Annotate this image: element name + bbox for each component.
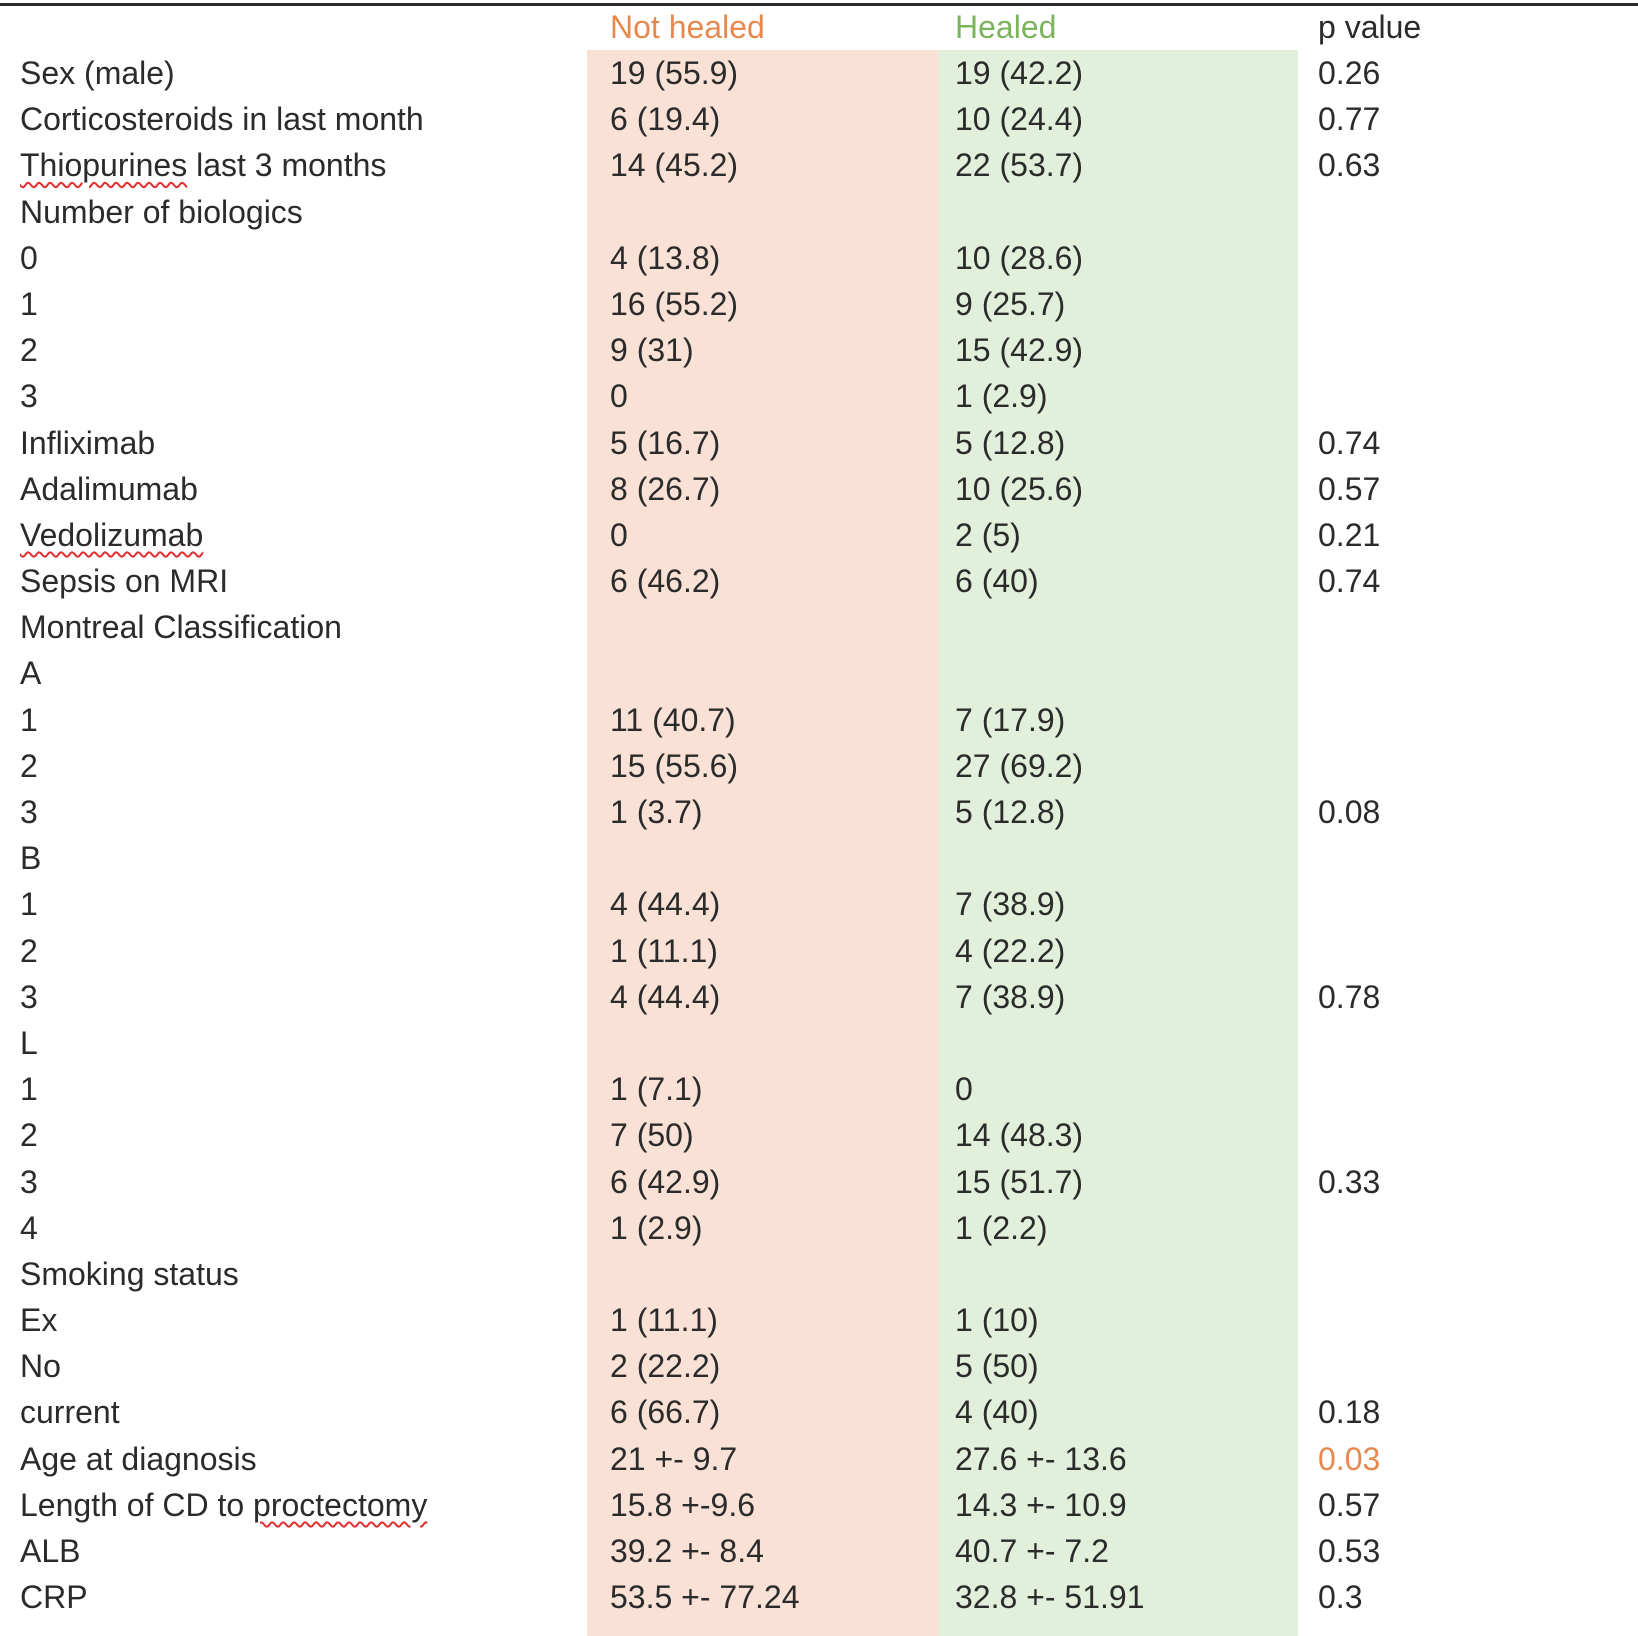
table-row [0,1528,1638,1574]
table-row [0,1159,1638,1205]
healed-value: 14 (48.3) [955,1117,1084,1154]
table-row [0,512,1638,558]
row-label: Sepsis on MRI [20,563,229,600]
table-row [0,789,1638,835]
table-row [0,743,1638,789]
row-label: L [20,1024,38,1061]
table-row [0,420,1638,466]
not-healed-value: 19 (55.9) [610,55,739,91]
p-value: 0.57 [1318,470,1381,507]
not-healed-value: 0 [610,516,628,553]
not-healed-value: 15.8 +-9.6 [610,1486,755,1523]
not-healed-value: 1 (7.1) [610,1071,703,1108]
table-row [0,604,1638,650]
not-healed-value: 2 (22.2) [610,1348,721,1385]
row-label: 1 [20,886,38,923]
table-row [0,327,1638,373]
table-row [0,1343,1638,1389]
table-row [0,466,1638,512]
table-row [0,373,1638,419]
p-value: 0.08 [1318,794,1381,830]
healed-value: 7 (17.9) [955,701,1066,738]
not-healed-value: 6 (46.2) [610,563,721,600]
not-healed-value: 1 (3.7) [610,794,703,830]
not-healed-value: 6 (19.4) [610,101,721,138]
healed-value: 10 (28.6) [955,239,1084,276]
row-label: B [20,840,42,877]
row-label: 4 [20,1209,38,1246]
not-healed-value: 53.5 +- 77.24 [610,1579,800,1616]
not-healed-value: 5 (16.7) [610,424,721,461]
table-row [0,1574,1638,1620]
not-healed-value: 6 (42.9) [610,1163,721,1200]
table-row [0,1066,1638,1112]
row-label: current [20,1394,120,1431]
not-healed-value: 4 (13.8) [610,239,721,276]
healed-value: 5 (12.8) [955,794,1066,830]
table-row [0,697,1638,743]
row-label: Vedolizumab [20,516,204,553]
row-label: Montreal Classification [20,609,342,646]
row-label: Smoking status [20,1255,239,1292]
healed-value: 5 (50) [955,1348,1039,1385]
healed-value: 32.8 +- 51.91 [955,1579,1145,1616]
row-label: 2 [20,1117,38,1154]
p-value: 0.78 [1318,978,1381,1015]
p-value: 0.74 [1318,563,1381,600]
healed-value: 0 [955,1071,973,1108]
table-row [0,189,1638,235]
row-label: 1 [20,285,38,322]
table-row [0,974,1638,1020]
healed-value: 1 (2.2) [955,1209,1048,1246]
p-value: 0.53 [1318,1533,1381,1569]
healed-value: 2 (5) [955,516,1021,553]
table-row [0,50,1638,96]
table-row [0,1482,1638,1528]
healed-value: 27.6 +- 13.6 [955,1440,1127,1477]
row-label: 3 [20,1163,38,1200]
table-row [0,96,1638,142]
healed-value: 4 (22.2) [955,932,1066,969]
row-label: Number of biologics [20,193,303,230]
row-label: 2 [20,932,38,969]
row-label: 2 [20,332,38,369]
healed-value: 7 (38.9) [955,886,1066,923]
header-healed: Healed [955,9,1057,45]
table-row [0,558,1638,604]
row-label: 3 [20,794,38,830]
not-healed-value: 15 (55.6) [610,747,739,784]
healed-value: 4 (40) [955,1394,1039,1431]
not-healed-value: 1 (2.9) [610,1209,703,1246]
row-label: 1 [20,1071,38,1108]
p-value: 0.63 [1318,147,1381,184]
healed-value: 10 (25.6) [955,470,1084,507]
table-row [0,650,1638,696]
not-healed-value: 0 [610,378,628,415]
table-body [0,50,1638,1620]
table-row [0,1297,1638,1343]
row-label: A [20,655,42,692]
not-healed-value: 4 (44.4) [610,886,721,923]
p-value: 0.26 [1318,55,1381,91]
row-label: ALB [20,1533,81,1569]
p-value: 0.21 [1318,516,1381,553]
p-value: 0.57 [1318,1486,1381,1523]
healed-value: 19 (42.2) [955,55,1084,91]
row-label: Age at diagnosis [20,1440,257,1477]
table-row [0,1112,1638,1158]
table-row [0,881,1638,927]
healed-value: 40.7 +- 7.2 [955,1533,1109,1569]
healed-value: 27 (69.2) [955,747,1084,784]
not-healed-value: 1 (11.1) [610,1302,718,1339]
table-row [0,835,1638,881]
healed-value: 1 (10) [955,1302,1039,1339]
p-value: 0.3 [1318,1579,1363,1616]
not-healed-value: 1 (11.1) [610,932,718,969]
row-label: Ex [20,1302,58,1339]
healed-value: 1 (2.9) [955,378,1048,415]
healed-value: 15 (42.9) [955,332,1084,369]
row-label: 3 [20,978,38,1015]
row-label: CRP [20,1579,88,1616]
p-value: 0.74 [1318,424,1381,461]
table-row [0,1020,1638,1066]
row-label: 0 [20,239,38,276]
not-healed-value: 21 +- 9.7 [610,1440,738,1477]
healed-value: 7 (38.9) [955,978,1066,1015]
healed-value: 10 (24.4) [955,101,1084,138]
row-label: 3 [20,378,38,415]
not-healed-value: 39.2 +- 8.4 [610,1533,764,1569]
p-value: 0.33 [1318,1163,1381,1200]
row-label: 1 [20,701,38,738]
row-label: Length of CD to proctectomy [20,1486,428,1523]
table-row [0,235,1638,281]
not-healed-value: 4 (44.4) [610,978,721,1015]
row-label: Thiopurines last 3 months [20,147,387,184]
not-healed-value: 7 (50) [610,1117,694,1154]
row-label: Infliximab [20,424,156,461]
table-row [0,1251,1638,1297]
row-label: Adalimumab [20,470,198,507]
row-label: Sex (male) [20,55,175,91]
healed-value: 15 (51.7) [955,1163,1084,1200]
healed-value: 9 (25.7) [955,285,1066,322]
healed-value: 6 (40) [955,563,1039,600]
header-p-value: p value [1318,9,1422,45]
not-healed-value: 8 (26.7) [610,470,721,507]
table-row [0,1389,1638,1435]
not-healed-value: 9 (31) [610,332,694,369]
not-healed-value: 6 (66.7) [610,1394,721,1431]
row-label: Corticosteroids in last month [20,101,424,138]
table-header [0,4,1638,50]
not-healed-value: 14 (45.2) [610,147,739,184]
table-row [0,1205,1638,1251]
row-label: 2 [20,747,38,784]
row-label: No [20,1348,61,1385]
p-value: 0.77 [1318,101,1381,138]
header-not-healed: Not healed [610,9,765,45]
table-row [0,281,1638,327]
table-row [0,142,1638,188]
p-value: 0.18 [1318,1394,1381,1431]
not-healed-value: 11 (40.7) [610,701,736,738]
table-row [0,928,1638,974]
healed-value: 22 (53.7) [955,147,1084,184]
healed-value: 14.3 +- 10.9 [955,1486,1127,1523]
not-healed-value: 16 (55.2) [610,285,739,322]
table-row [0,1436,1638,1482]
p-value: 0.03 [1318,1440,1381,1477]
healed-value: 5 (12.8) [955,424,1066,461]
